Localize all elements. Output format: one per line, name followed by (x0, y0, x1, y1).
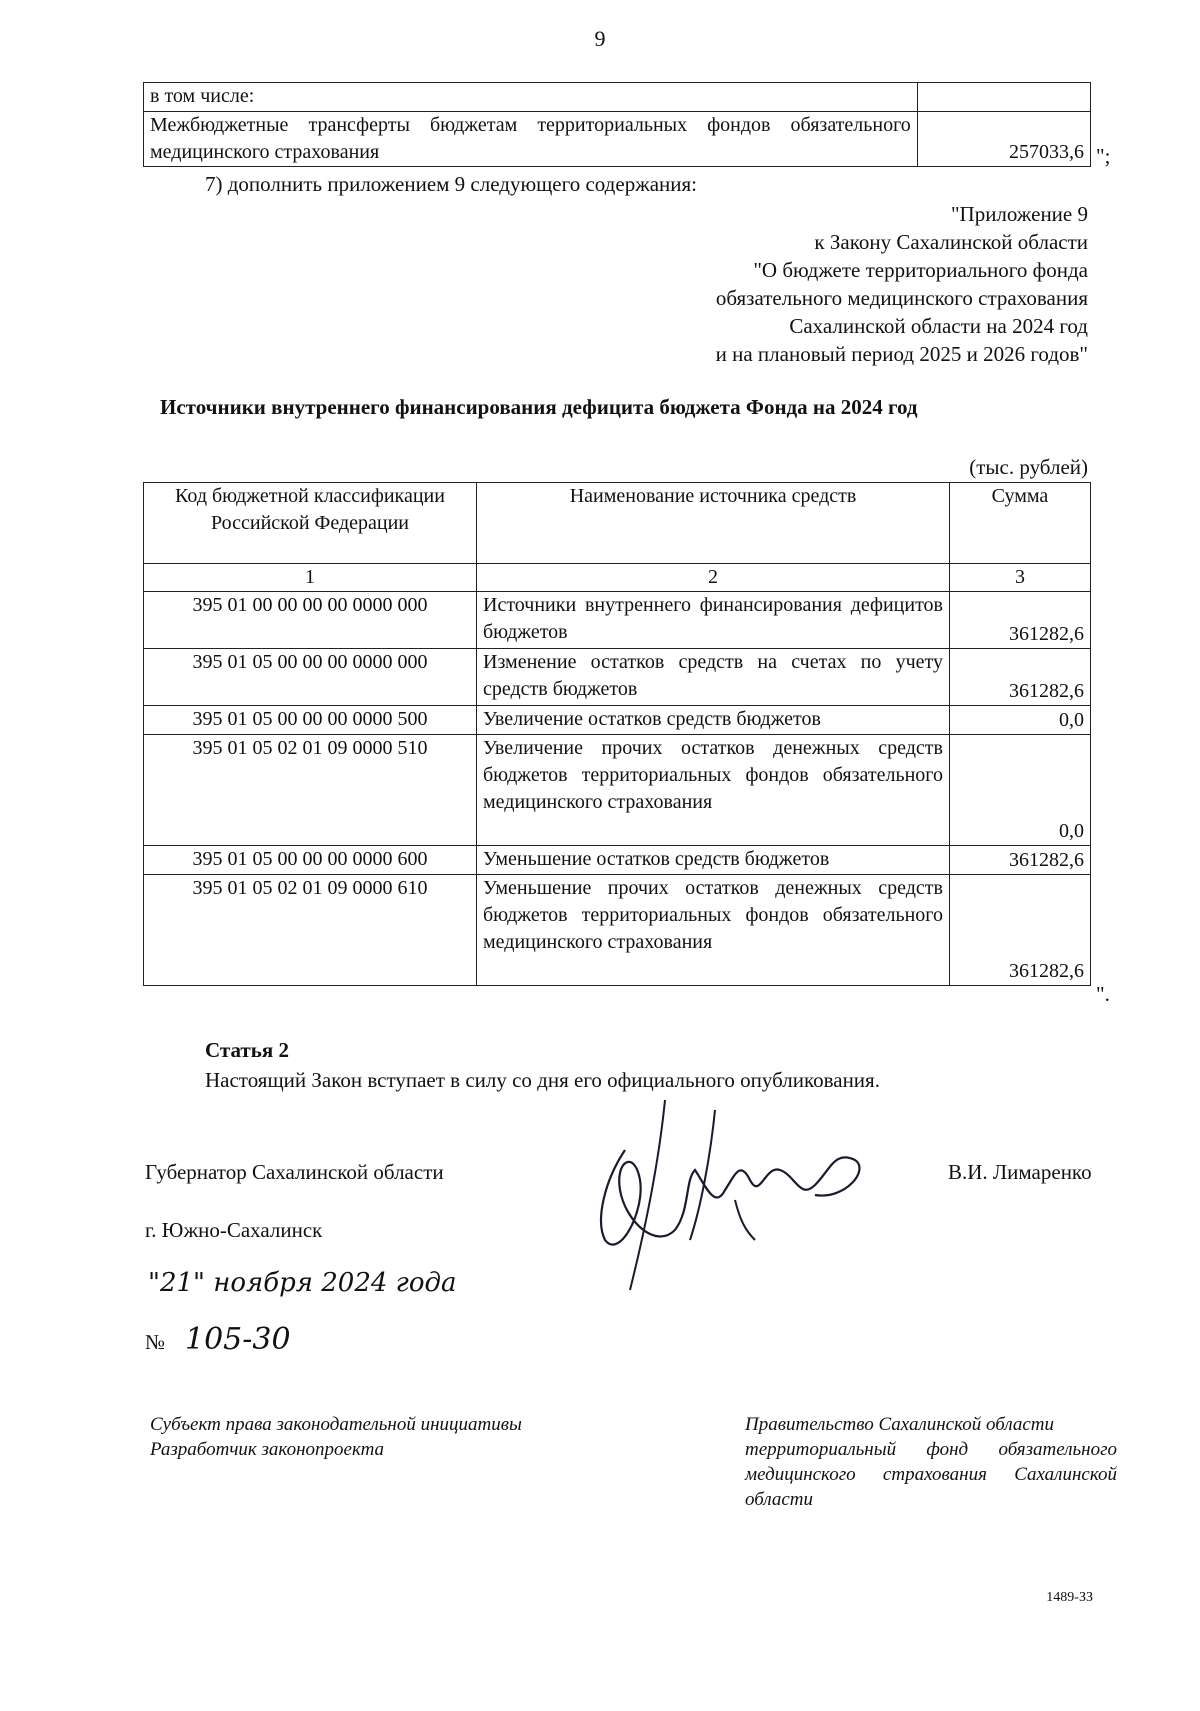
row-code: 395 01 05 00 00 00 0000 500 (144, 706, 477, 735)
row-name: Увеличение остатков средств бюджетов (477, 706, 950, 735)
row-code: 395 01 00 00 00 00 0000 000 (144, 592, 477, 649)
footer-right (745, 1412, 1117, 1512)
table-row (144, 735, 1091, 846)
city: г. Южно-Сахалинск (145, 1218, 323, 1242)
footer-government: Правительство Сахалинской области (745, 1414, 1055, 1435)
appendix-line: и на плановый период 2025 и 2026 годов" (715, 342, 1088, 366)
table-title: Источники внутреннего финансирования дефицита бюджета Фонда на 2024 год (160, 395, 918, 419)
row-name: Источники внутреннего финансирования дефицитов бюджетов (477, 592, 950, 649)
page-number: 9 (594, 26, 606, 51)
table-row (144, 875, 1091, 986)
document-code: 1489-ЗЗ (1046, 1590, 1093, 1605)
row-code: 395 01 05 02 01 09 0000 510 (144, 735, 477, 846)
handwritten-number: 105-30 (185, 1322, 291, 1357)
col-number: 2 (477, 564, 950, 592)
header-name: Наименование источника средств (477, 483, 950, 564)
top-table-empty-cell (917, 83, 1090, 112)
table-row (144, 592, 1091, 649)
row-name: Уменьшение остатков средств бюджетов (477, 846, 950, 875)
table-row (144, 649, 1091, 706)
handwritten-date: "21" ноября 2024 года (148, 1268, 457, 1298)
appendix-line: обязательного медицинского страхования (715, 286, 1088, 310)
col-number: 1 (144, 564, 477, 592)
article-title: Статья 2 (205, 1038, 289, 1062)
table-row (144, 846, 1091, 875)
row-amount: 0,0 (950, 735, 1091, 846)
row-code: 395 01 05 00 00 00 0000 600 (144, 846, 477, 875)
units-label: (тыс. рублей) (969, 455, 1088, 479)
col-number: 3 (950, 564, 1091, 592)
footer-fund: территориальный фонд обязательного медицинского страхования Сахалинской области (745, 1439, 1117, 1510)
sources-table (143, 482, 1091, 986)
footer-left (150, 1412, 522, 1462)
closing-mark: "; (1096, 144, 1111, 168)
article-text: Настоящий Закон вступает в силу со дня его официального опубликования. (205, 1068, 880, 1092)
top-table-amount: 257033,6 (917, 112, 1090, 167)
top-table-row-label: Межбюджетные трансферты бюджетам территориальных фондов обязательного медицинского страхования (144, 112, 918, 167)
row-amount: 361282,6 (950, 875, 1091, 986)
appendix-line: "О бюджете территориального фонда (753, 258, 1088, 282)
header-code: Код бюджетной классификации Российской Федерации (144, 483, 477, 564)
top-table (143, 82, 1091, 167)
appendix-line: Сахалинской области на 2024 год (789, 314, 1088, 338)
amendment-text: 7) дополнить приложением 9 следующего содержания: (205, 172, 697, 196)
top-table-row-label: в том числе: (144, 83, 918, 112)
row-amount: 361282,6 (950, 592, 1091, 649)
number-prefix: № (145, 1330, 166, 1354)
row-amount: 361282,6 (950, 649, 1091, 706)
appendix-header (716, 200, 1088, 368)
row-name: Увеличение прочих остатков денежных средств бюджетов территориальных фондов обязательного медицинского страхования (477, 735, 950, 846)
row-name: Изменение остатков средств на счетах по учету средств бюджетов (477, 649, 950, 706)
row-amount: 0,0 (950, 706, 1091, 735)
row-name: Уменьшение прочих остатков денежных средств бюджетов территориальных фондов обязательного медицинского страхования (477, 875, 950, 986)
table-row (144, 706, 1091, 735)
footer-subject-label: Субъект права законодательной инициативы (150, 1414, 522, 1435)
appendix-line: "Приложение 9 (950, 202, 1088, 226)
signature-image (565, 1090, 885, 1300)
governor-name: В.И. Лимаренко (948, 1160, 1092, 1184)
row-code: 395 01 05 02 01 09 0000 610 (144, 875, 477, 986)
table-closing-mark: ". (1096, 982, 1110, 1006)
appendix-line: к Закону Сахалинской области (814, 230, 1088, 254)
footer-developer-label: Разработчик законопроекта (150, 1439, 385, 1460)
governor-position: Губернатор Сахалинской области (145, 1160, 444, 1184)
row-code: 395 01 05 00 00 00 0000 000 (144, 649, 477, 706)
row-amount: 361282,6 (950, 846, 1091, 875)
header-amount: Сумма (950, 483, 1091, 564)
